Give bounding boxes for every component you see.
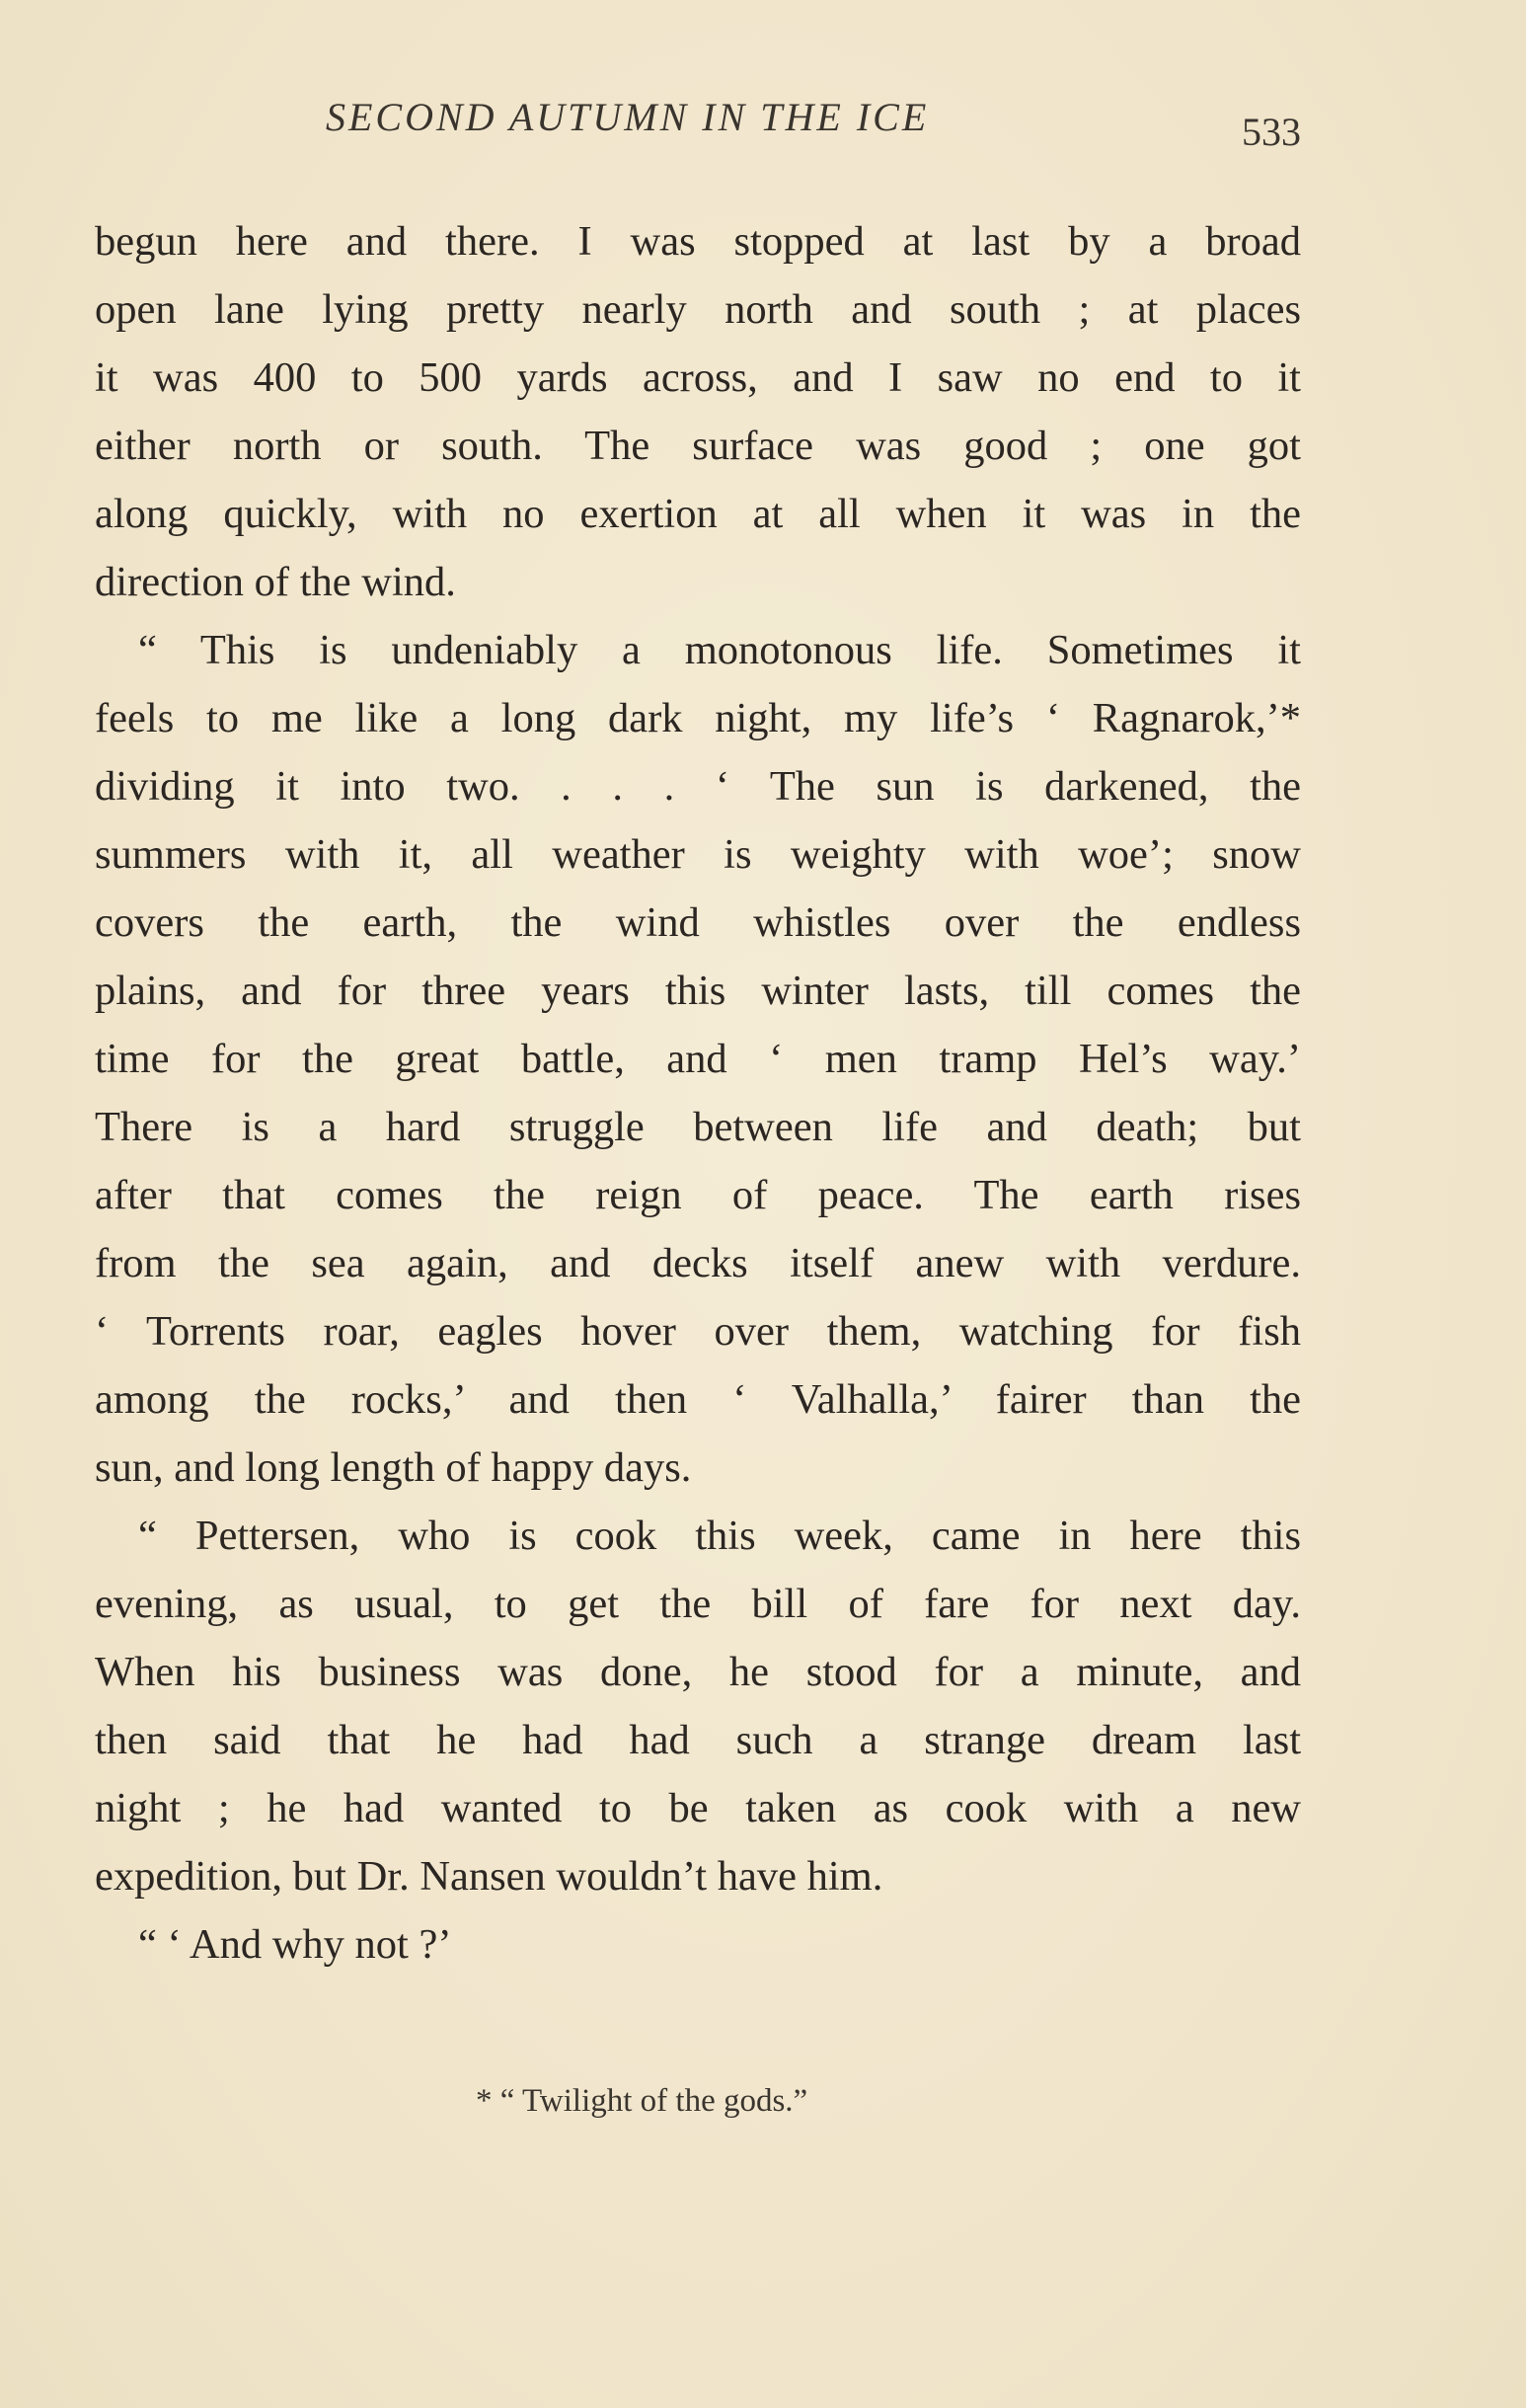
text-line: either north or south. The surface was good ; one got bbox=[95, 423, 1301, 469]
text-line: “ ‘ And why not ?’ bbox=[138, 1921, 452, 1968]
text-line: When his business was done, he stood for a minute, and bbox=[95, 1649, 1301, 1695]
text-line: open lane lying pretty nearly north and south ; at places bbox=[95, 286, 1301, 333]
text-line: ‘ Torrents roar, eagles hover over them, watching for fish bbox=[95, 1308, 1301, 1355]
text-line: feels to me like a long dark night, my life’s ‘ Ragnarok,’* bbox=[95, 695, 1301, 741]
text-line: covers the earth, the wind whistles over the endless bbox=[95, 899, 1301, 946]
running-head: SECOND AUTUMN IN THE ICE bbox=[326, 95, 930, 139]
text-line: among the rocks,’ and then ‘ Valhalla,’ fairer than the bbox=[95, 1376, 1301, 1423]
text-line: from the sea again, and decks itself anew with verdure. bbox=[95, 1240, 1301, 1286]
text-line: direction of the wind. bbox=[95, 559, 456, 605]
footnote: * “ Twilight of the gods.” bbox=[476, 2083, 808, 2119]
text-line: dividing it into two. . . . ‘ The sun is darkened, the bbox=[95, 763, 1301, 810]
text-line: There is a hard struggle between life and death; but bbox=[95, 1104, 1301, 1150]
text-line: begun here and there. I was stopped at last by a broad bbox=[95, 218, 1301, 265]
text-line: night ; he had wanted to be taken as cook with a new bbox=[95, 1785, 1301, 1831]
text-line: “ Pettersen, who is cook this week, came in here this bbox=[138, 1513, 1301, 1559]
page-number: 533 bbox=[1242, 110, 1301, 154]
body-text bbox=[95, 207, 1301, 1979]
text-line: plains, and for three years this winter lasts, till comes the bbox=[95, 968, 1301, 1014]
text-line: evening, as usual, to get the bill of fare for next day. bbox=[95, 1581, 1301, 1627]
text-line: it was 400 to 500 yards across, and I saw no end to it bbox=[95, 354, 1301, 401]
text-line: along quickly, with no exertion at all when it was in the bbox=[95, 491, 1301, 537]
text-line: then said that he had had such a strange dream last bbox=[95, 1717, 1301, 1763]
text-line: summers with it, all weather is weighty with woe’; snow bbox=[95, 831, 1301, 878]
text-line: after that comes the reign of peace. The earth rises bbox=[95, 1172, 1301, 1218]
text-line: sun, and long length of happy days. bbox=[95, 1444, 692, 1491]
text-line: expedition, but Dr. Nansen wouldn’t have him. bbox=[95, 1853, 883, 1900]
text-line: time for the great battle, and ‘ men tramp Hel’s way.’ bbox=[95, 1036, 1301, 1082]
text-line: “ This is undeniably a monotonous life. Sometimes it bbox=[138, 627, 1301, 673]
